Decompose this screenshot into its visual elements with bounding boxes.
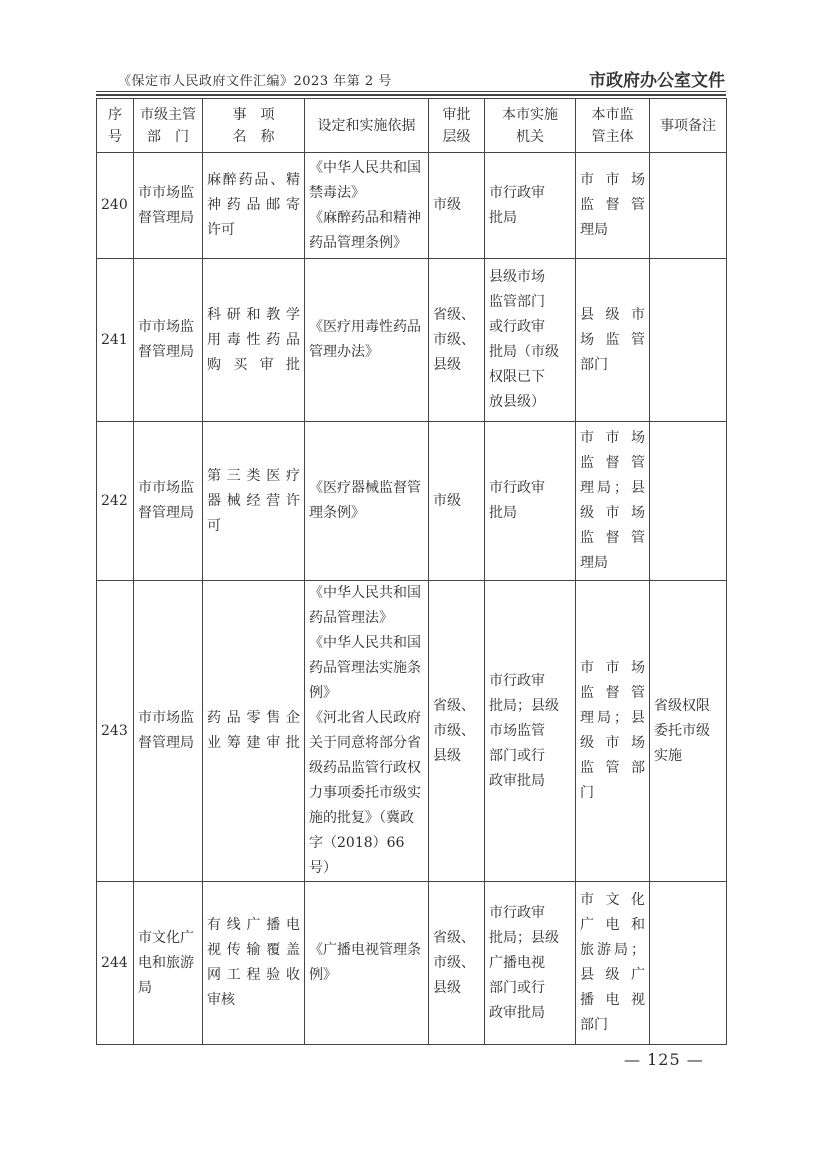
table-row xyxy=(97,581,727,882)
table-body xyxy=(97,153,727,1045)
cell-line: 实施 xyxy=(654,747,682,764)
cell-number: 240 xyxy=(97,153,134,259)
cell-line: 业筹建审批 xyxy=(207,735,300,751)
cell-basis xyxy=(305,422,429,581)
cell-line: 级市场 xyxy=(580,505,645,521)
approval-items-table xyxy=(96,98,727,1045)
cell-line: 权限已下 xyxy=(489,369,545,385)
cell-line: 部门 xyxy=(580,356,608,373)
cell-dept xyxy=(134,259,203,422)
col-header-supervisor xyxy=(576,99,650,153)
cell-line: 市市场监 xyxy=(138,319,194,335)
cell-line: 局 xyxy=(138,979,152,996)
cell-line: 力事项委托市级实 xyxy=(309,785,421,801)
cell-level xyxy=(429,259,485,422)
cell-line: 例》 xyxy=(309,685,337,701)
cell-line: 县级 xyxy=(433,979,461,996)
cell-line: 省级、 xyxy=(433,929,475,946)
cell-dept xyxy=(134,153,203,259)
cell-line: 批局 xyxy=(489,505,517,521)
cell-line: 督管理局 xyxy=(138,505,194,521)
publication-title: 《保定市人民政府文件汇编》2023 年第 2 号 xyxy=(118,74,392,89)
table-row xyxy=(97,882,727,1045)
col-header-item-name xyxy=(203,99,305,153)
cell-line: 电和旅游 xyxy=(138,954,194,971)
cell-line: 政审批局 xyxy=(489,772,545,789)
cell-line: 广播电视 xyxy=(489,954,545,971)
cell-line: 市市场 xyxy=(580,172,645,188)
cell-line: 器械经营许 xyxy=(207,492,300,509)
cell-item-name xyxy=(203,153,305,259)
cell-number: 242 xyxy=(97,422,134,581)
cell-dept xyxy=(134,422,203,581)
cell-line: 《河北省人民政府 xyxy=(309,710,421,726)
cell-line: 用毒性药品 xyxy=(207,331,300,348)
cell-line: 理局；县 xyxy=(580,480,645,496)
cell-line: 管理办法》 xyxy=(309,344,379,360)
cell-line: 有线广播电 xyxy=(207,917,300,933)
cell-line: 部门或行 xyxy=(489,747,545,764)
header-line: 本市监 xyxy=(591,106,634,123)
header-line: 事项备注 xyxy=(660,117,716,134)
table-row xyxy=(97,153,727,259)
cell-item-name xyxy=(203,259,305,422)
cell-line: 《麻醉药品和精神 xyxy=(309,209,421,226)
cell-line: 监管部 xyxy=(580,760,645,776)
cell-line: 市级、 xyxy=(433,722,475,739)
cell-line: 审核 xyxy=(207,992,235,1008)
cell-line: 市文化 xyxy=(580,892,645,908)
cell-line: 施的批复》（冀政 xyxy=(309,810,414,826)
cell-line: 《医疗器械监督管 xyxy=(309,480,421,496)
cell-line: 第三类医疗 xyxy=(207,467,300,484)
cell-line: 字（2018）66 号） xyxy=(309,835,405,876)
header-line: 层级 xyxy=(442,128,471,145)
cell-line: 关于同意将部分省 xyxy=(309,735,421,751)
cell-line: 可 xyxy=(207,517,221,534)
cell-line: 监督管 xyxy=(580,685,645,701)
cell-line: 理条例》 xyxy=(309,505,365,521)
cell-line: 级药品监管行政权 xyxy=(309,760,421,776)
cell-supervisor xyxy=(576,422,650,581)
cell-line: 批局；县级 xyxy=(489,929,559,946)
cell-basis xyxy=(305,882,429,1045)
cell-basis xyxy=(305,581,429,882)
cell-line: 麻醉药品、精 xyxy=(207,172,300,188)
office-document-label: 市政府办公室文件 xyxy=(589,71,725,91)
cell-remark xyxy=(650,882,727,1045)
header-line: 机关 xyxy=(516,128,544,145)
cell-line: 《中华人民共和国 xyxy=(309,635,421,651)
cell-line: 门 xyxy=(580,785,594,801)
cell-line: 播电视 xyxy=(580,992,645,1008)
cell-line: 省级、 xyxy=(433,697,475,714)
cell-line: 县级广 xyxy=(580,967,645,983)
cell-line: 县级市 xyxy=(580,306,645,323)
cell-line: 市场监管 xyxy=(489,722,545,739)
cell-line: 药品零售企 xyxy=(207,710,300,726)
cell-remark xyxy=(650,153,727,259)
cell-line: 级市场 xyxy=(580,735,645,751)
cell-number: 243 xyxy=(97,581,134,882)
cell-number: 244 xyxy=(97,882,134,1045)
cell-line: 督管理局 xyxy=(138,344,194,360)
cell-agency xyxy=(485,153,576,259)
page-number: — 125 — xyxy=(624,1050,704,1069)
cell-line: 《广播电视管理条 xyxy=(309,942,421,958)
cell-line: 神药品邮寄 xyxy=(207,197,300,213)
cell-line: 市市场监 xyxy=(138,710,194,726)
cell-line: 药品管理法》 xyxy=(309,610,393,626)
cell-item-name xyxy=(203,581,305,882)
cell-line: 部门或行 xyxy=(489,979,545,996)
cell-line: 理局 xyxy=(580,555,608,571)
col-header-level xyxy=(429,99,485,153)
table-header-row xyxy=(97,99,727,153)
cell-line: 许可 xyxy=(207,222,235,238)
cell-supervisor xyxy=(576,259,650,422)
cell-line: 县级 xyxy=(433,747,461,764)
cell-remark xyxy=(650,422,727,581)
cell-basis xyxy=(305,259,429,422)
cell-line: 市级 xyxy=(433,197,461,213)
cell-level xyxy=(429,153,485,259)
header-line: 管主体 xyxy=(591,128,634,145)
header-line: 事 项 xyxy=(232,106,275,123)
header-line: 审批 xyxy=(442,106,471,123)
cell-line: 监督管 xyxy=(580,530,645,546)
cell-line: 《医疗用毒性药品 xyxy=(309,319,421,335)
cell-line: 部门 xyxy=(580,1017,608,1033)
cell-line: 批局 xyxy=(489,209,517,226)
cell-line: 旅游局； xyxy=(580,942,645,958)
cell-line: 市市场监 xyxy=(138,184,194,201)
header-line: 市级主管 xyxy=(140,106,196,123)
cell-line: 市市场 xyxy=(580,660,645,676)
cell-line: 政审批局 xyxy=(489,1004,545,1021)
cell-line: 督管理局 xyxy=(138,735,194,751)
cell-agency xyxy=(485,422,576,581)
cell-line: 监管部门 xyxy=(489,294,545,310)
cell-line: 批局；县级 xyxy=(489,697,559,714)
cell-line: 放县级） xyxy=(489,394,545,410)
cell-line: 广电和 xyxy=(580,917,645,933)
cell-line: 县级 xyxy=(433,356,461,373)
cell-basis xyxy=(305,153,429,259)
cell-dept xyxy=(134,581,203,882)
cell-line: 市市场监 xyxy=(138,480,194,496)
cell-level xyxy=(429,882,485,1045)
cell-line: 市文化广 xyxy=(138,929,194,946)
cell-supervisor xyxy=(576,882,650,1045)
cell-line: 购买审批 xyxy=(207,356,300,373)
header-line: 号 xyxy=(108,128,122,145)
col-header-agency xyxy=(485,99,576,153)
col-header-number xyxy=(97,99,134,153)
header-line: 名 称 xyxy=(232,128,275,145)
cell-line: 视传输覆盖 xyxy=(207,942,300,958)
header-rule-thin xyxy=(96,91,726,92)
cell-line: 药品管理法实施条 xyxy=(309,660,421,676)
cell-line: 理局 xyxy=(580,222,608,238)
cell-line: 市行政审 xyxy=(489,184,545,201)
cell-level xyxy=(429,422,485,581)
col-header-remark xyxy=(650,99,727,153)
col-header-basis xyxy=(305,99,429,153)
cell-supervisor xyxy=(576,153,650,259)
col-header-dept xyxy=(134,99,203,153)
cell-supervisor xyxy=(576,581,650,882)
cell-agency xyxy=(485,581,576,882)
cell-line: 或行政审 xyxy=(489,319,545,335)
cell-item-name xyxy=(203,422,305,581)
cell-dept xyxy=(134,882,203,1045)
header-line: 本市实施 xyxy=(502,106,558,123)
cell-line: 省级、 xyxy=(433,306,475,323)
cell-line: 监督管 xyxy=(580,455,645,471)
cell-remark xyxy=(650,259,727,422)
cell-line: 委托市级 xyxy=(654,722,710,739)
cell-agency xyxy=(485,259,576,422)
cell-line: 禁毒法》 xyxy=(309,184,365,201)
cell-line: 理局；县 xyxy=(580,710,645,726)
cell-number: 241 xyxy=(97,259,134,422)
header-rule-thick xyxy=(96,94,726,96)
cell-line: 督管理局 xyxy=(138,209,194,226)
cell-line: 市行政审 xyxy=(489,904,545,921)
cell-line: 市行政审 xyxy=(489,480,545,496)
cell-line: 场监管 xyxy=(580,331,645,348)
table-row xyxy=(97,259,727,422)
cell-agency xyxy=(485,882,576,1045)
cell-line: 市行政审 xyxy=(489,672,545,689)
cell-line: 《中华人民共和国 xyxy=(309,585,421,601)
cell-line: 监督管 xyxy=(580,197,645,213)
cell-line: 《中华人民共和国 xyxy=(309,159,421,176)
cell-line: 网工程验收 xyxy=(207,967,300,983)
cell-line: 市级 xyxy=(433,492,461,509)
header-line: 序 xyxy=(108,106,122,123)
table-row xyxy=(97,422,727,581)
cell-line: 批局（市级 xyxy=(489,344,559,360)
cell-line: 省级权限 xyxy=(654,697,710,714)
cell-line: 例》 xyxy=(309,967,337,983)
cell-level xyxy=(429,581,485,882)
cell-remark xyxy=(650,581,727,882)
cell-line: 市级、 xyxy=(433,331,475,348)
header-line: 设定和实施依据 xyxy=(317,117,416,134)
header-line: 部 门 xyxy=(147,128,189,145)
cell-line: 药品管理条例》 xyxy=(309,234,407,251)
cell-item-name xyxy=(203,882,305,1045)
cell-line: 科研和教学 xyxy=(207,306,300,323)
cell-line: 县级市场 xyxy=(489,269,545,285)
cell-line: 市级、 xyxy=(433,954,475,971)
cell-line: 市市场 xyxy=(580,430,645,446)
